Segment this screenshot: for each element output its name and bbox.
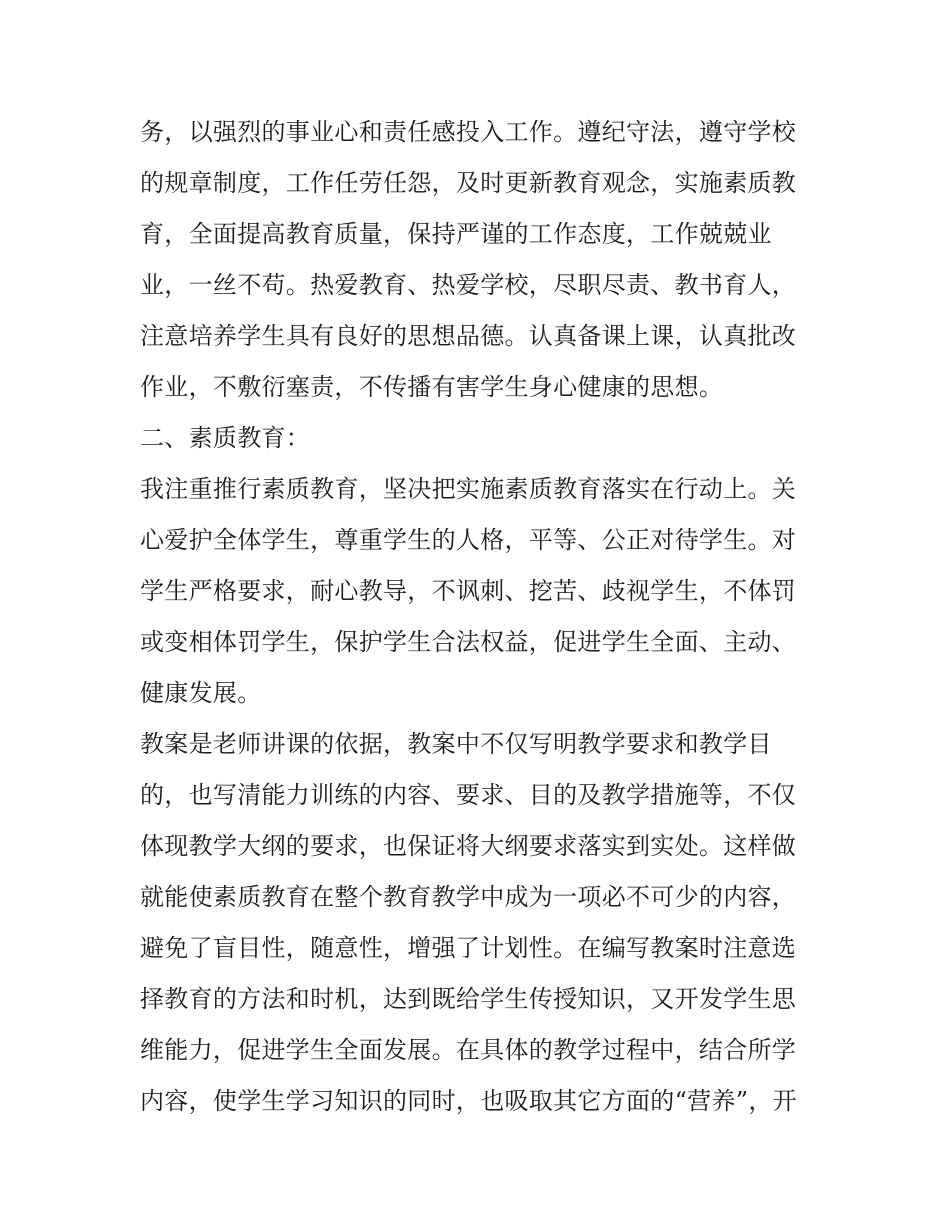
text-line: 或变相体罚学生，保护学生合法权益，促进学生全面、主动、 [140, 628, 797, 656]
text-line: 业，一丝不苟。热爱教育、热爱学校，尽职尽责、教书育人， [140, 271, 797, 299]
text-line: 育，全面提高教育质量，保持严谨的工作态度，工作兢兢业 [140, 220, 772, 248]
text-line: 务，以强烈的事业心和责任感投入工作。遵纪守法，遵守学校 [140, 118, 797, 146]
document-body [140, 107, 820, 1127]
text-line: 维能力，促进学生全面发展。在具体的教学过程中，结合所学 [140, 1036, 797, 1064]
text-line: 健康发展。 [140, 679, 262, 707]
text-line: 教案是老师讲课的依据，教案中不仅写明教学要求和教学目 [140, 730, 772, 758]
text-line: 注意培养学生具有良好的思想品德。认真备课上课，认真批改 [140, 322, 797, 350]
text-line: 体现教学大纲的要求，也保证将大纲要求落实到实处。这样做 [140, 832, 797, 860]
text-line: 学生严格要求，耐心教导，不讽刺、挖苦、歧视学生，不体罚 [140, 577, 797, 605]
text-line: 择教育的方法和时机，达到既给学生传授知识，又开发学生思 [140, 985, 797, 1013]
text-line: 的规章制度，工作任劳任怨，及时更新教育观念，实施素质教 [140, 169, 797, 197]
text-line: 心爱护全体学生，尊重学生的人格，平等、公正对待学生。对 [140, 526, 797, 554]
text-line: 我注重推行素质教育，坚决把实施素质教育落实在行动上。关 [140, 475, 797, 503]
text-line: 内容，使学生学习知识的同时，也吸取其它方面的“营养”，开 [140, 1087, 797, 1115]
section-heading: 二、素质教育： [140, 424, 311, 452]
text-line: 避免了盲目性，随意性，增强了计划性。在编写教案时注意选 [140, 934, 797, 962]
text-line: 的，也写清能力训练的内容、要求、目的及教学措施等，不仅 [140, 781, 797, 809]
text-line: 作业，不敷衍塞责，不传播有害学生身心健康的思想。 [140, 373, 724, 401]
text-line: 就能使素质教育在整个教育教学中成为一项必不可少的内容， [140, 883, 797, 911]
